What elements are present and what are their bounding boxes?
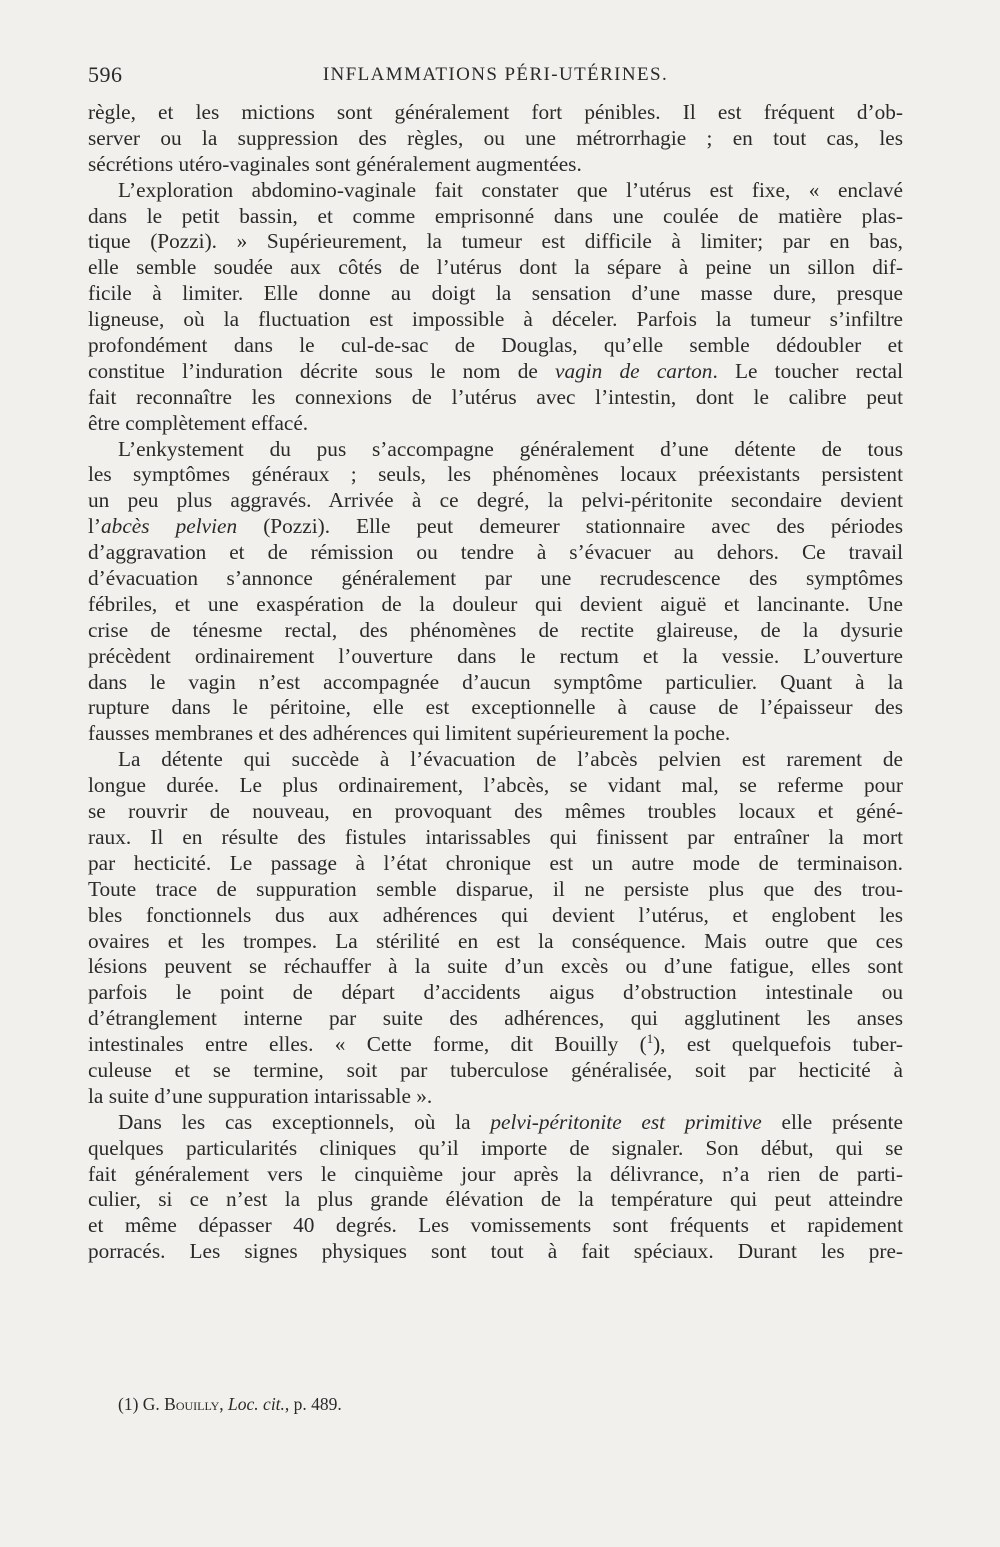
text-line [88,359,903,385]
text-line: profondément dans le cul-de-sac de Douglas, qu’elle semble dédoubler et [88,333,903,358]
text-line: règle, et les mictions sont généralement fort pénibles. Il est fréquent d’ob- [88,100,903,124]
text-run: . Le toucher rectal [712,358,903,383]
text-line: porracés. Les signes physiques sont tout à fait spéciaux. Durant les pre- [88,1239,903,1264]
text-line: fait généralement vers le cinquième jour après la délivrance, n’a rien de parti- [88,1161,903,1186]
text-line [88,514,903,540]
text-line: d’étranglement interne par suite des adhérences, qui agglutinent les anses [88,1006,903,1031]
text-run: elle présente [761,1109,903,1134]
text-line: un peu plus aggravés. Arrivée à ce degré, la pelvi-péritonite secondaire devient [88,488,903,513]
text-line: culeuse et se termine, soit par tuberculose généralisée, soit par hecticité à [88,1057,903,1082]
footnote-pages: , p. 489. [284,1394,342,1414]
text-line: ficile à limiter. Elle donne au doigt la sensation d’une masse dure, presque [88,281,903,306]
text-run: l’ [88,514,102,539]
text-line: et même dépasser 40 degrés. Les vomissements sont fréquents et rapidement [88,1213,903,1238]
text-line: dans le vagin n’est accompagnée d’aucun symptôme particulier. Quant à la [88,669,903,694]
text-line: ovaires et les trompes. La stérilité en est la conséquence. Mais outre que ces [88,928,903,953]
body-text [88,100,903,1265]
footnote-ref[interactable]: 1 [646,1031,654,1046]
text-line: dans le petit bassin, et comme emprisonné dans une coulée de matière plas- [88,203,903,228]
footnote-author: G. Bouilly, [142,1394,224,1414]
text-line: L’enkystement du pus s’accompagne généralement d’une détente de tous [118,436,903,461]
italic-term: abcès pelvien [101,514,238,539]
text-line: fait reconnaître les connexions de l’utérus avec l’intestin, dont le calibre peut [88,384,903,409]
text-line: crise de ténesme rectal, des phénomènes de rectite glaireuse, de la dysurie [88,617,903,642]
text-run: ), est quelquefois tuber- [653,1032,903,1057]
text-line: lésions peuvent se réchauffer à la suite d’un excès ou d’une fatigue, elles sont [88,954,903,979]
page-header [88,62,903,92]
text-line: La détente qui succède à l’évacuation de l’abcès pelvien est rarement de [118,747,903,772]
text-line: longue durée. Le plus ordinairement, l’abcès, se vidant mal, se referme pour [88,773,903,798]
text-line: fébriles, et une exaspération de la douleur qui devient aiguë et lancinante. Une [88,591,903,616]
text-line: parfois le point de départ d’accidents aigus d’obstruction intestinale ou [88,980,903,1005]
text-line: sécrétions utéro-vaginales sont généralement augmentées. [88,151,582,176]
text-line: se rouvrir de nouveau, en provoquant des mêmes troubles locaux et géné- [88,799,903,824]
text-line: raux. Il en résulte des fistules intarissables qui finissent par entraîner la mort [88,824,903,849]
text-line: rupture dans le péritoine, elle est exceptionnelle à cause de l’épaisseur des [88,695,903,720]
text-line: tique (Pozzi). » Supérieurement, la tumeur est difficile à limiter; par en bas, [88,229,903,254]
text-line: ligneuse, où la fluctuation est impossible à déceler. Parfois la tumeur s’infiltre [88,307,903,332]
running-title: INFLAMMATIONS PÉRI-UTÉRINES. [322,64,669,85]
text-run: Dans les cas exceptionnels, où la [118,1109,491,1134]
text-run: constitue l’induration décrite sous le nom de [88,358,556,383]
text-line: L’exploration abdomino-vaginale fait constater que l’utérus est fixe, « enclavé [118,177,903,202]
footnote-ref-title: Loc. cit. [228,1394,285,1414]
text-line: par hecticité. Le passage à l’état chronique est un autre mode de terminaison. [88,850,903,875]
text-line [88,1032,903,1058]
text-line: fausses membranes et des adhérences qui limitent supérieurement la poche. [88,721,731,746]
text-line: bles fonctionnels dus aux adhérences qui devient l’utérus, et englobent les [88,902,903,927]
italic-term: vagin de carton [555,358,713,383]
text-line: les symptômes généraux ; seuls, les phénomènes locaux préexistants persistent [88,462,903,487]
text-run: (Pozzi). Elle peut demeurer stationnaire avec des périodes [237,514,903,539]
italic-term: pelvi-péritonite est primitive [490,1109,762,1134]
text-line [88,1110,903,1136]
text-line: être complètement effacé. [88,410,309,435]
footnote [118,1393,342,1415]
text-line: elle semble soudée aux côtés de l’utérus dont la sépare à peine un sillon dif- [88,255,903,280]
footnote-marker: (1) [118,1394,139,1414]
text-line: d’aggravation et de rémission ou tendre à s’évacuer au dehors. Ce travail [88,540,903,565]
text-line: server ou la suppression des règles, ou une métrorrhagie ; en tout cas, les [88,125,903,150]
text-run: intestinales entre elles. « Cette forme, dit Bouilly ( [88,1032,647,1057]
text-line: culier, si ce n’est la plus grande élévation de la température qui peut atteindre [88,1187,903,1212]
text-line: la suite d’une suppuration intarissable ». [88,1083,433,1108]
text-line: Toute trace de suppuration semble disparue, il ne persiste plus que des trou- [88,876,903,901]
text-line: quelques particularités cliniques qu’il importe de signaler. Son début, qui se [88,1135,903,1160]
page-number: 596 [88,62,123,87]
text-line: d’évacuation s’annonce généralement par une recrudescence des symptômes [88,566,903,591]
text-line: précèdent ordinairement l’ouverture dans le rectum et la vessie. L’ouverture [88,643,903,668]
